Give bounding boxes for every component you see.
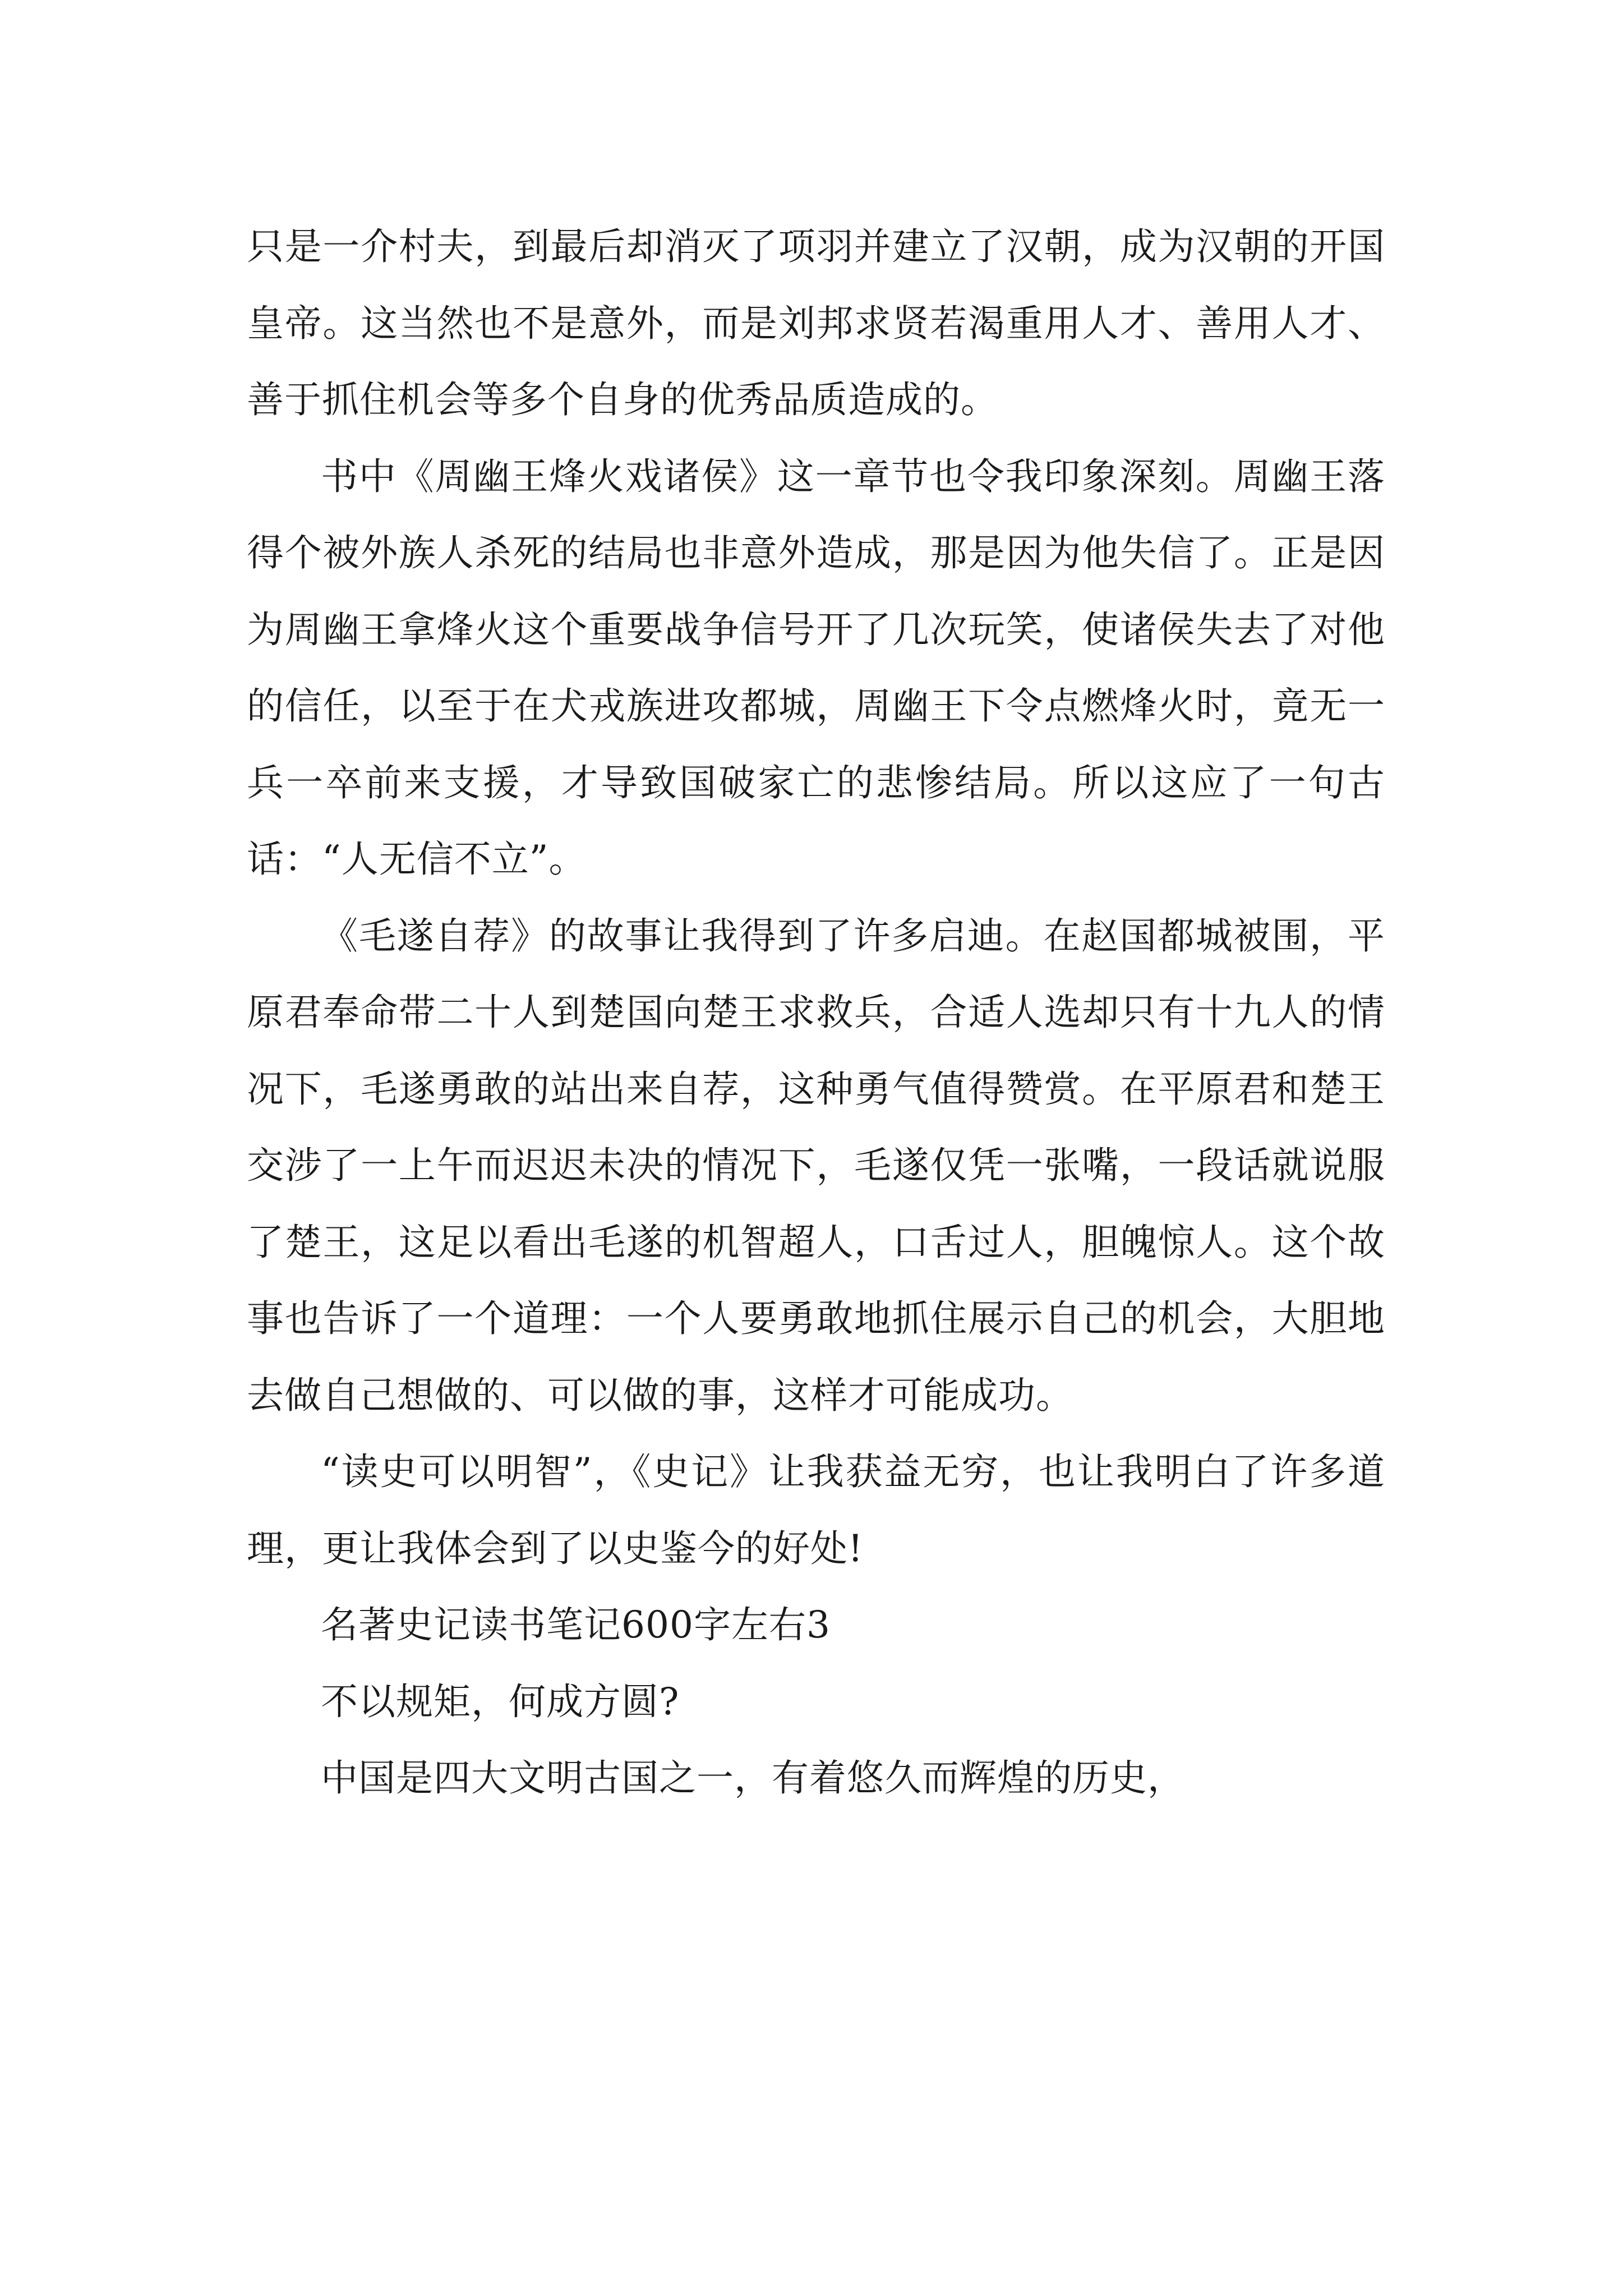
paragraph-mao-sui: 《毛遂自荐》的故事让我得到了许多启迪。在赵国都城被围，平原君奉命带二十人到楚国向楚王求救兵，合适人选却只有十九人的情况下，毛遂勇敢的站出来自荐，这种勇气值得赞赏。在平原君和楚王交涉了一上午而迟迟未决的情况下，毛遂仅凭一张嘴，一段话就说服了楚王，这足以看出毛遂的机智超人，口舌过人，胆魄惊人。这个故事也告诉了一个道理：一个人要勇敢地抓住展示自己的机会，大胆地去做自己想做的、可以做的事，这样才可能成功。 — [247, 914, 1385, 1417]
section-title: 名著史记读书笔记600字左右3 — [321, 1603, 831, 1646]
paragraph-conclusion: “读史可以明智”，《史记》让我获益无穷，也让我明白了许多道理，更让我体会到了以史鉴今的好处! — [247, 1450, 1385, 1570]
paragraph-china-history: 中国是四大文明古国之一，有着悠久而辉煌的历史， — [321, 1756, 1185, 1800]
document-body — [247, 209, 1385, 1817]
paragraph-liubang-continued: 只是一介村夫，到最后却消灭了项羽并建立了汉朝，成为汉朝的开国皇帝。这当然也不是意外，而是刘邦求贤若渴重用人才、善用人才、善于抓住机会等多个自身的优秀品质造成的。 — [247, 225, 1385, 421]
paragraph-zhou-youwang: 书中《周幽王烽火戏诸侯》这一章节也令我印象深刻。周幽王落得个被外族人杀死的结局也非意外造成，那是因为他失信了。正是因为周幽王拿烽火这个重要战争信号开了几次玩笑，使诸侯失去了对他的信任，以至于在犬戎族进攻都城，周幽王下令点燃烽火时，竟无一兵一卒前来支援，才导致国破家亡的悲惨结局。所以这应了一句古话：“人无信不立”。 — [247, 454, 1385, 881]
section-subtitle: 不以规矩，何成方圆? — [321, 1680, 680, 1723]
